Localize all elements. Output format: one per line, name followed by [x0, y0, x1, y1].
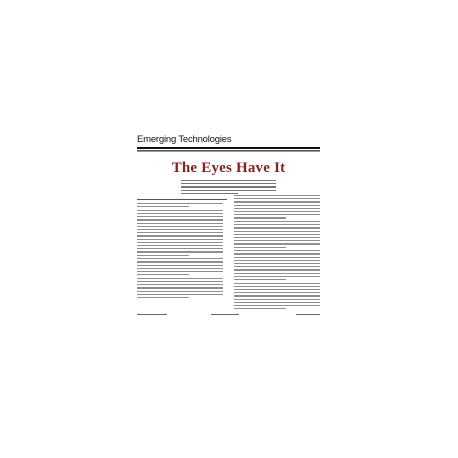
text-line: [234, 231, 320, 232]
text-line: [137, 258, 223, 259]
text-line: [137, 232, 223, 233]
text-line: [234, 299, 320, 300]
journal-page: [137, 134, 320, 318]
text-line: [137, 235, 223, 236]
text-line: [234, 305, 320, 306]
text-line: [137, 216, 223, 217]
text-line: [137, 274, 189, 275]
text-line: [137, 271, 223, 272]
text-line: [234, 273, 320, 274]
text-line: [234, 234, 320, 235]
text-line: [137, 255, 189, 256]
text-line: [137, 226, 223, 227]
department-heading: Emerging Technologies: [137, 134, 232, 145]
text-line: [234, 237, 320, 238]
text-line: [234, 224, 320, 225]
text-line: [234, 227, 320, 228]
text-line: [234, 240, 320, 241]
text-line: [137, 229, 223, 230]
text-line: [234, 257, 320, 258]
text-line: [234, 286, 320, 287]
text-line: [137, 245, 223, 246]
header-rule: [137, 147, 320, 149]
text-line: [137, 284, 223, 285]
footer-right: [296, 314, 320, 317]
text-line: [234, 279, 286, 280]
text-line: [137, 287, 223, 288]
text-line: [234, 260, 320, 261]
text-line: [137, 223, 223, 224]
text-line: [234, 205, 320, 206]
text-line: [137, 219, 223, 220]
text-line: [137, 278, 223, 279]
text-line: [234, 308, 286, 309]
text-line: [137, 213, 223, 214]
text-line: [234, 250, 320, 251]
footer-mid: [211, 314, 239, 317]
text-line: [234, 214, 320, 215]
text-line: [234, 208, 320, 209]
header-rule-thin: [137, 150, 320, 151]
text-line: [234, 292, 320, 293]
text-line: [137, 210, 223, 211]
text-line: [137, 268, 223, 269]
right-column: [234, 195, 320, 311]
left-column: [137, 203, 223, 300]
text-line: [234, 211, 320, 212]
text-line: [234, 269, 320, 270]
article-deck: [181, 180, 276, 196]
text-line: [234, 217, 286, 218]
text-line: [234, 253, 320, 254]
text-line: [137, 206, 189, 207]
text-line: [137, 294, 223, 295]
text-line: [234, 221, 320, 222]
text-line: [234, 276, 320, 277]
article-title: The Eyes Have It: [171, 160, 286, 176]
text-line: [234, 201, 320, 202]
text-line: [234, 263, 320, 264]
text-line: [137, 239, 223, 240]
text-line: [234, 295, 320, 296]
text-line: [234, 283, 320, 284]
page-footer: [137, 314, 320, 318]
text-line: [234, 195, 320, 196]
text-line: [234, 247, 286, 248]
text-line: [137, 261, 223, 262]
text-line: [137, 265, 223, 266]
text-line: [137, 297, 189, 298]
text-line: [234, 198, 320, 199]
footer-left: [137, 314, 167, 317]
text-line: [137, 203, 223, 204]
tagline-text: [137, 151, 320, 154]
text-line: [234, 289, 320, 290]
text-line: [234, 243, 320, 244]
text-line: [234, 302, 320, 303]
text-line: [234, 266, 320, 267]
text-line: [137, 281, 223, 282]
text-line: [137, 251, 223, 252]
text-line: [137, 291, 223, 292]
text-line: [137, 248, 223, 249]
text-line: [137, 242, 223, 243]
